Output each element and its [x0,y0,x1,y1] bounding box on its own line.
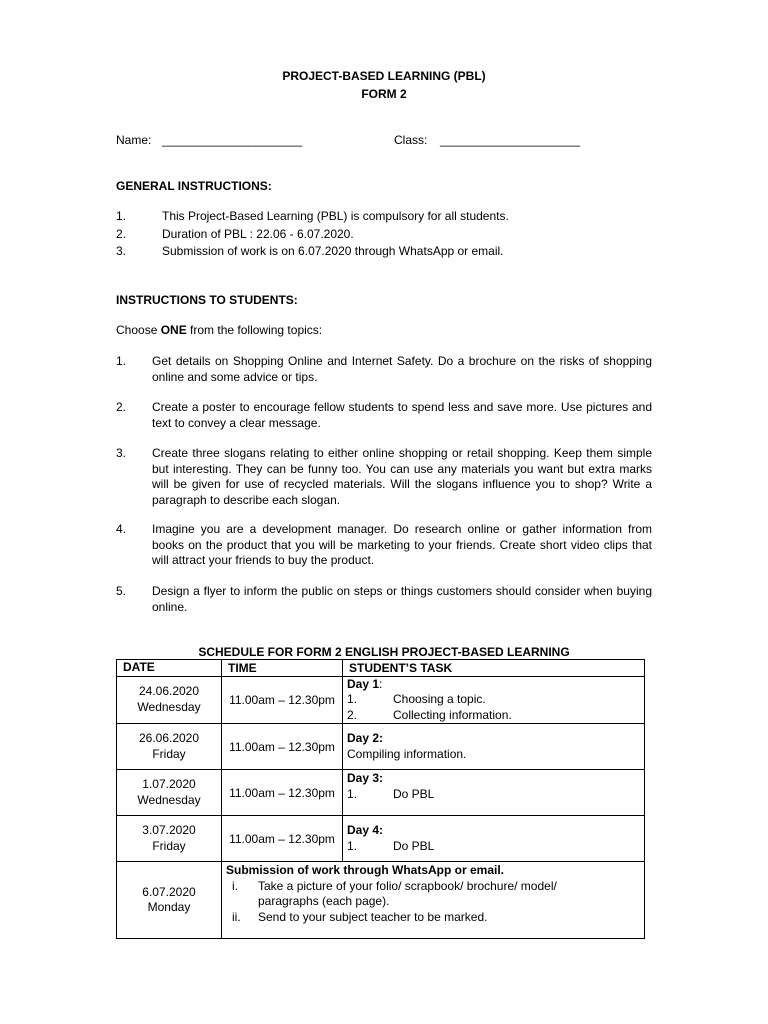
task-day-title: Day 4: [347,823,384,837]
column-header-date: DATE [117,660,222,677]
task-item [347,787,640,803]
submission-title: Submission of work through WhatsApp or email. [226,863,505,877]
schedule-table [116,659,645,939]
date-value: 3.07.2020 [142,823,196,837]
topic-text: Imagine you are a development manager. Do research online or gather information from books on the product that you will be marketing to your friends. Create short video clips that will attract your friends to buy the product. [152,522,652,567]
choose-suffix: from the following topics: [186,323,323,337]
time-cell: 11.00am – 12.30pm [222,724,343,770]
time-cell: 11.00am – 12.30pm [222,816,343,862]
date-cell [117,676,222,724]
topic-number: 4. [116,522,127,536]
date-value: 26.06.2020 [138,731,200,745]
item-number: 1. [116,209,127,223]
task-cell [343,770,645,816]
time-cell: 11.00am – 12.30pm [222,676,343,724]
choose-emphasis: ONE [160,323,187,337]
item-text: Submission of work is on 6.07.2020 through WhatsApp or email. [162,244,504,258]
table-row [117,724,645,770]
task-day-title: Day 3: [347,771,384,785]
date-value: 1.07.2020 [142,777,196,791]
task-text: Collecting information. [393,707,512,722]
class-field: _____________________ [440,133,581,147]
submission-text: Send to your subject teacher to be marked. [258,909,488,924]
task-day-title: Day 2: [347,731,384,745]
table-row [117,770,645,816]
choose-prefix: Choose [116,323,161,337]
submission-cell [222,862,645,939]
table-header-row [117,660,645,677]
day-value: Wednesday [137,699,201,714]
choose-instruction [116,323,322,337]
task-cell [343,816,645,862]
task-item [347,839,640,855]
general-instructions-heading: GENERAL INSTRUCTIONS: [116,179,272,193]
topic-number: 5. [116,584,127,598]
day-value: Wednesday [137,792,201,807]
date-cell [117,724,222,770]
day-value: Friday [152,838,186,853]
task-text: Compiling information. [347,746,467,761]
day-value: Friday [152,746,186,761]
item-number: 3. [116,244,127,258]
task-cell [343,724,645,770]
document-title: PROJECT-BASED LEARNING (PBL) [282,69,486,83]
topic-text: Design a flyer to inform the public on steps or things customers should consider when buying online. [152,584,652,614]
task-day-title: Day 1 [347,676,380,691]
submission-text: Take a picture of your folio/ scrapbook/ brochure/ model/ paragraphs (each page). [258,878,557,908]
column-header-task: STUDENT’S TASK [343,660,645,677]
date-value: 6.07.2020 [142,884,196,899]
task-number: 1. [347,786,358,801]
time-cell: 11.00am – 12.30pm [222,770,343,816]
schedule-title: SCHEDULE FOR FORM 2 ENGLISH PROJECT-BASED LEARNING [198,645,570,659]
submission-number: ii. [232,909,241,924]
document-subtitle: FORM 2 [361,87,407,101]
task-number: 2. [347,707,358,722]
student-instructions-heading: INSTRUCTIONS TO STUDENTS: [116,293,298,307]
topic-text: Create a poster to encourage fellow students to spend less and save more. Use pictures and text to convey a clear message. [152,400,652,430]
task-cell [343,676,645,724]
item-text: This Project-Based Learning (PBL) is compulsory for all students. [162,209,509,223]
name-field: _____________________ [162,133,303,147]
task-text: Do PBL [393,786,435,801]
topic-text: Get details on Shopping Online and Internet Safety. Do a brochure on the risks of shopping online and some advice or tips. [152,354,652,384]
table-row [117,862,645,939]
name-label: Name: [116,133,152,147]
column-header-time: TIME [222,660,343,677]
task-item [347,692,640,708]
table-row [117,816,645,862]
day-value: Monday [147,900,191,914]
item-text: Duration of PBL : 22.06 - 6.07.2020. [162,227,354,241]
task-day-suffix: : [379,676,383,691]
submission-number: i. [232,878,238,893]
topic-number: 2. [116,400,127,414]
table-row [117,676,645,724]
date-cell [117,770,222,816]
topic-text: Create three slogans relating to either online shopping or retail shopping. Keep them simple but interesting. They can be funny too. You can use any materials you want but extra marks will be given for use of recycled materials. Will the slogans influence you to shop? Write a paragraph to describe each slogan. [152,446,652,507]
submission-item [226,910,640,926]
task-number: 1. [347,692,358,706]
date-value: 24.06.2020 [138,684,200,699]
date-cell [117,862,222,939]
date-cell [117,816,222,862]
submission-item [226,879,640,910]
task-item [347,708,640,724]
topic-number: 1. [116,354,127,368]
task-number: 1. [347,838,358,853]
item-number: 2. [116,227,127,241]
class-label: Class: [394,133,428,147]
topic-number: 3. [116,446,127,460]
task-text: Do PBL [393,838,435,853]
task-text: Choosing a topic. [393,692,486,706]
